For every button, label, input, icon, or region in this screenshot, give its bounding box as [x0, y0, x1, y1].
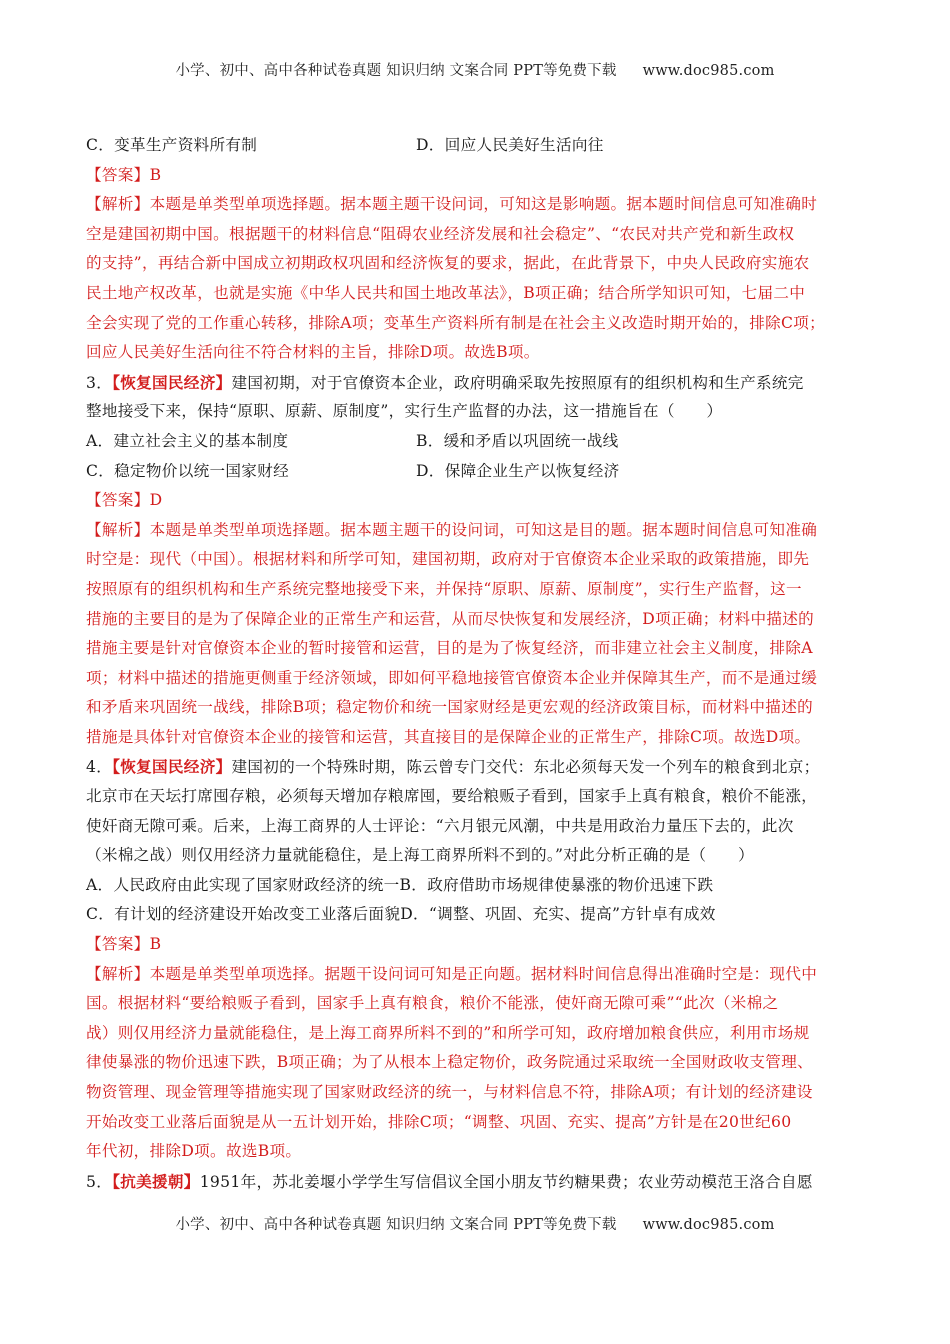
- analysis-label: 【解析】: [86, 195, 150, 214]
- analysis-text: 本题是单类型单项选择题。据本题主题干设问词，可知这是影响题。据本题时间信息可知准确时: [149, 195, 818, 214]
- analysis-line: 回应人民美好生活向往不符合材料的主旨，排除D项。故选B项。: [86, 343, 540, 362]
- header-url[interactable]: www.doc985.com: [642, 63, 775, 79]
- analysis-line: 时空是：现代（中国）。根据材料和所学可知，建国初期，政府对于官僚资本企业采取的政策措施，即先: [86, 550, 810, 569]
- q2-answer: [86, 161, 876, 191]
- q4-analysis: [86, 960, 876, 1167]
- analysis-line: 措施是具体针对官僚资本企业的接管和运营，其直接目的是保障企业的正常生产，排除C项。故选D项。: [86, 727, 811, 746]
- q2-analysis: [86, 190, 876, 368]
- question-5: [86, 1167, 876, 1197]
- stem-text: 建国初期，对于官僚资本企业，政府明确采取先按照原有的组织机构和生产系统完: [231, 373, 804, 392]
- analysis-line: [86, 960, 876, 990]
- analysis-line: 年代初，排除D项。故选B项。: [86, 1142, 302, 1161]
- analysis-line: 项；材料中描述的措施更侧重于经济领域，即如何平稳地接管官僚资本企业并保障其生产，而不是通过缓: [86, 668, 818, 687]
- q3-option-b: B．缓和矛盾以巩固统一战线: [416, 431, 619, 450]
- q4-options-ab: A．人民政府由此实现了国家财政经济的统一B．政府借助市场规律使暴涨的物价迅速下跌: [86, 875, 714, 894]
- q4-stem-line: （米棉之战）则仅用经济力量就能稳住，是上海工商界所料不到的。”对此分析正确的是（ ）: [86, 846, 755, 865]
- q3-option-a: A．建立社会主义的基本制度: [86, 431, 289, 450]
- analysis-line: 按照原有的组织机构和生产系统完整地接受下来，并保持“原职、原薪、原制度”，实行生产监督，这一: [86, 579, 802, 598]
- stem-text: 建国初的一个特殊时期，陈云曾专门交代：东北必须每天发一个列车的粮食到北京；: [231, 758, 820, 777]
- answer-label: 【答案】: [86, 165, 150, 184]
- answer-value: B: [149, 165, 162, 184]
- q3-options-ab: [86, 427, 876, 457]
- analysis-line: [86, 516, 876, 546]
- q3-stem-line: 整地接受下来，保持“原职、原薪、原制度”，实行生产监督的办法，这一措施旨在（ ）: [86, 402, 723, 421]
- analysis-line: 的支持”，再结合新中国成立初期政权巩固和经济恢复的要求，据此，在此背景下，中央人民政府实施农: [86, 254, 810, 273]
- topic-tag: 【恢复国民经济】: [112, 757, 232, 777]
- analysis-line: 措施的主要目的是为了保障企业的正常生产和运营，从而尽快恢复和发展经济，D项正确；材料中描述的: [86, 609, 815, 628]
- analysis-line: 民土地产权改革，也就是实施《中华人民共和国土地改革法》，B项正确；结合所学知识可知，七届二中: [86, 283, 806, 302]
- answer-value: B: [149, 935, 162, 954]
- answer-label: 【答案】: [86, 491, 150, 510]
- document-body: [86, 131, 876, 1196]
- question-number: 5．: [86, 1172, 113, 1191]
- q3-options-cd: [86, 457, 876, 487]
- analysis-line: 全会实现了党的工作重心转移，排除A项；变革生产资料所有制是在社会主义改造时期开始的，排除C项；: [86, 313, 826, 332]
- analysis-label: 【解析】: [86, 520, 150, 539]
- analysis-line: 和矛盾来巩固统一战线，排除B项；稳定物价和统一国家财经是更宏观的经济政策目标，而材料中描述的: [86, 698, 813, 717]
- analysis-line: [86, 190, 876, 220]
- analysis-line: 战）则仅用经济力量就能稳住，是上海工商界所料不到的”和所学可知，政府增加粮食供应，利用市场规: [86, 1023, 810, 1042]
- q4-stem-line: 北京市在天坛打席囤存粮，必须每天增加存粮席囤，要给粮贩子看到，国家手上真有粮食，粮价不能涨，: [86, 787, 818, 806]
- answer-label: 【答案】: [86, 935, 150, 954]
- q2-option-d: D．回应人民美好生活向往: [416, 136, 604, 154]
- question-4: [86, 752, 876, 1166]
- question-number: 3．: [86, 373, 113, 392]
- analysis-line: 物资管理、现金管理等措施实现了国家财政经济的统一，与材料信息不符，排除A项；有计划的经济建设: [86, 1083, 813, 1101]
- q3-analysis: [86, 516, 876, 753]
- question-number: 4．: [86, 758, 113, 777]
- question-3: [86, 368, 876, 753]
- topic-tag: 【恢复国民经济】: [112, 372, 232, 392]
- footer-url[interactable]: www.doc985.com: [642, 1217, 775, 1233]
- analysis-line: 律使暴涨的物价迅速下跌，B项正确；为了从根本上稳定物价，政务院通过采取统一全国财政收支管理、: [86, 1053, 813, 1072]
- q5-stem-line: [86, 1167, 876, 1197]
- q4-stem-line: [86, 752, 876, 782]
- q3-answer: [86, 486, 876, 516]
- analysis-line: 措施主要是针对官僚资本企业的暂时接管和运营，目的是为了恢复经济，而非建立社会主义制度，排除A: [86, 639, 813, 658]
- analysis-text: 本题是单类型单项选择题。据本题主题干的设问词，可知这是目的题。据本题时间信息可知准确: [149, 520, 818, 539]
- q4-options-cd: C．有计划的经济建设开始改变工业落后面貌D．“调整、巩固、充实、提高”方针卓有成效: [86, 905, 716, 924]
- answer-value: D: [149, 491, 163, 510]
- q3-stem-line: [86, 368, 876, 398]
- analysis-line: 国。根据材料“要给粮贩子看到，国家手上真有粮食，粮价不能涨，使奸商无隙可乘”“此次（米棉之: [86, 994, 779, 1013]
- analysis-line: 开始改变工业落后面貌是从一五计划开始，排除C项；“调整、巩固、充实、提高”方针是在20世纪60: [86, 1112, 792, 1131]
- page-header: [0, 59, 950, 80]
- header-text: 小学、初中、高中各种试卷真题 知识归纳 文案合同 PPT等免费下载: [175, 63, 617, 79]
- q3-option-c: C．稳定物价以统一国家财经: [86, 461, 289, 480]
- stem-text: 1951年，苏北姜堰小学学生写信倡议全国小朋友节约糖果费；农业劳动模范王洛合自愿: [199, 1172, 813, 1191]
- page-footer: [0, 1213, 950, 1234]
- q2-options-cd: [86, 131, 876, 161]
- q4-stem-line: 使奸商无隙可乘。后来，上海工商界的人士评论：“六月银元风潮，中共是用政治力量压下去的，此次: [86, 816, 794, 835]
- analysis-label: 【解析】: [86, 964, 150, 983]
- q4-answer: [86, 930, 876, 960]
- q3-option-d: D．保障企业生产以恢复经济: [416, 461, 620, 480]
- analysis-line: 空是建国初期中国。根据题干的材料信息“阻碍农业经济发展和社会稳定”、“农民对共产党和新生政权: [86, 224, 795, 243]
- q2-option-c: C．变革生产资料所有制: [86, 136, 258, 154]
- footer-text: 小学、初中、高中各种试卷真题 知识归纳 文案合同 PPT等免费下载: [175, 1217, 617, 1233]
- topic-tag: 【抗美援朝】: [112, 1171, 200, 1191]
- analysis-text: 本题是单类型单项选择。据题干设问词可知是正向题。据材料时间信息得出准确时空是：现代中: [149, 964, 818, 983]
